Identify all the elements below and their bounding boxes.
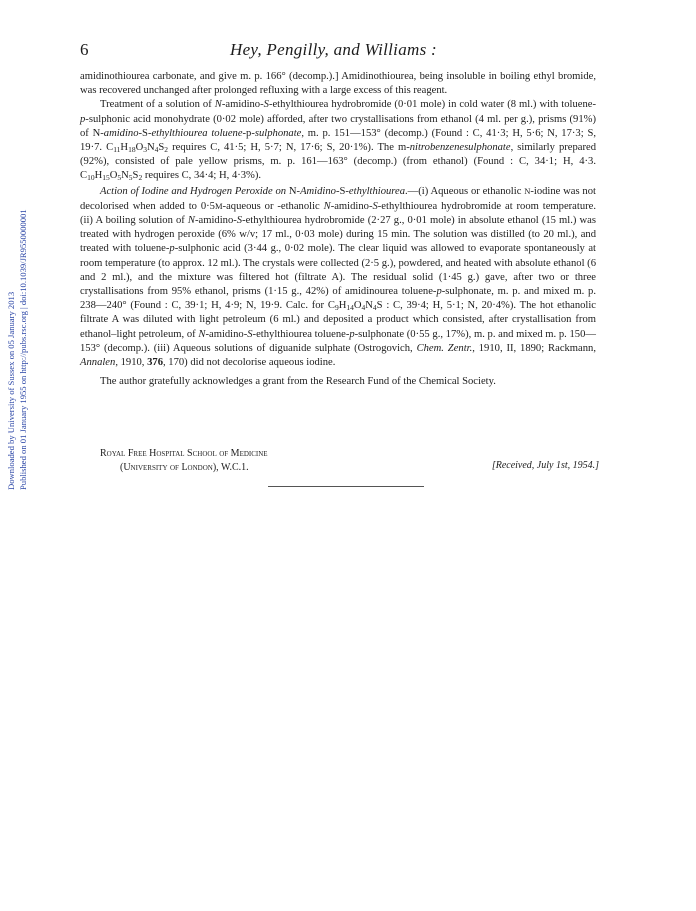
- paragraph-continuation: amidinothiourea carbonate, and give m. p. 166° (decomp.).] Amidinothiourea, being insoluble in boiling ethyl bromide, was recovered unchanged after prolonged refluxing with a large excess of this reagent.: [80, 71, 596, 97]
- paragraph-treatment: Treatment of a solution of N-amidino-S-ethylthiourea hydrobromide (0·01 mole) in cold water (8 ml.) with toluene-p-sulphonic acid monohydrate (0·02 mole) afforded, after two crystallisations from ethanol (4 ml. per g.), prisms (91%) of N-amidino-S-ethylthiourea toluene-p-sulphonate, m. p. 151—153° (decomp.) (Found : C, 41·3; H, 5·6; N, 17·3; S, 19·7. $C_{11}H_{18}O_3N_4S_2$ requires C, 41·5; H, 5·7; N, 17·6; S, 20·1%). The m-nitrobenzenesulphonate, similarly prepared (92%), consisted of pale yellow prisms, m. p. 161—163° (decomp.) (from ethanol) (Found : C, 34·1; H, 4·3. $C_{10}H_{15}O_5N_5S_2$ requires C, 34·4; H, 4·3%).: [80, 99, 597, 183]
- affiliation-line-2: (University of London), W.C.1.: [120, 461, 249, 473]
- end-rule: [268, 486, 424, 487]
- affiliation-line-1: Royal Free Hospital School of Medicine: [100, 448, 268, 459]
- paragraph-iodine: Action of Iodine and Hydrogen Peroxide on N-Amidino-S-ethylthiourea.—(i) Aqueous or ethanolic N-iodine was not decolorised when added to 0·5M-aqueous or -ethanolic N-amidino-S-ethylthiourea hydrobromide at room temperature. (ii) A boiling solution of N-amidino-S-ethylthiourea hydrobromide (2·27 g., 0·01 mole) in absolute ethanol (15 ml.) was treated with hydrogen peroxide (6% w/v; 17 ml., 0·03 mole) during 15 min. The solution was distilled (to 20 ml.), and treated with toluene-p-sulphonic acid (3·44 g., 0·02 mole). The clear liquid was allowed to evaporate spontaneously at room temperature (to approx. 12 ml.). The crystals were collected (2·5 g.), powdered, and heated with absolute ethanol (6 and 2 ml.), and the mixture was filtered hot (filtrate A). The residual solid (1·45 g.) gave, after two or three crystallisations from 95% ethanol, prisms (1·15 g., 42%) of amidinourea toluene-p-sulphonate, m. p. and mixed m. p. 238—240° (Found : C, 39·1; H, 4·9; N, 19·9. Calc. for $C_9H_{14}O_4N_4S$ : C, 39·4; H, 5·1; N, 20·4%). The hot ethanolic filtrate A was diluted with light petroleum (6 ml.) and deposited a product which consisted, after crystallisation from ethanol–light petroleum, of N-amidino-S-ethylthiourea toluene-p-sulphonate (0·55 g., 17%), m. p. and mixed m. p. 150—153° (decomp.). (iii) Aqueous solutions of diguanide sulphate (Ostrogovich, Chem. Zentr., 1910, II, 1890; Rackmann, Annalen, 1910, 376, 170) did not decolorise aqueous iodine.: [80, 185, 596, 369]
- page-number: 6: [80, 40, 89, 59]
- received-date: [Received, July 1st, 1954.]: [491, 460, 599, 471]
- body-text: [80, 70, 596, 389]
- running-title: Hey, Pengilly, and Williams :: [230, 40, 438, 59]
- download-notice: Downloaded by University of Sussex on 05 January 2013: [6, 291, 16, 490]
- publication-notice: Published on 01 January 1955 on http://pubs.rsc.org | doi:10.1039/JR9550000001: [18, 209, 28, 490]
- paragraph-acknowledgement: The author gratefully acknowledges a grant from the Research Fund of the Chemical Society.: [100, 376, 496, 388]
